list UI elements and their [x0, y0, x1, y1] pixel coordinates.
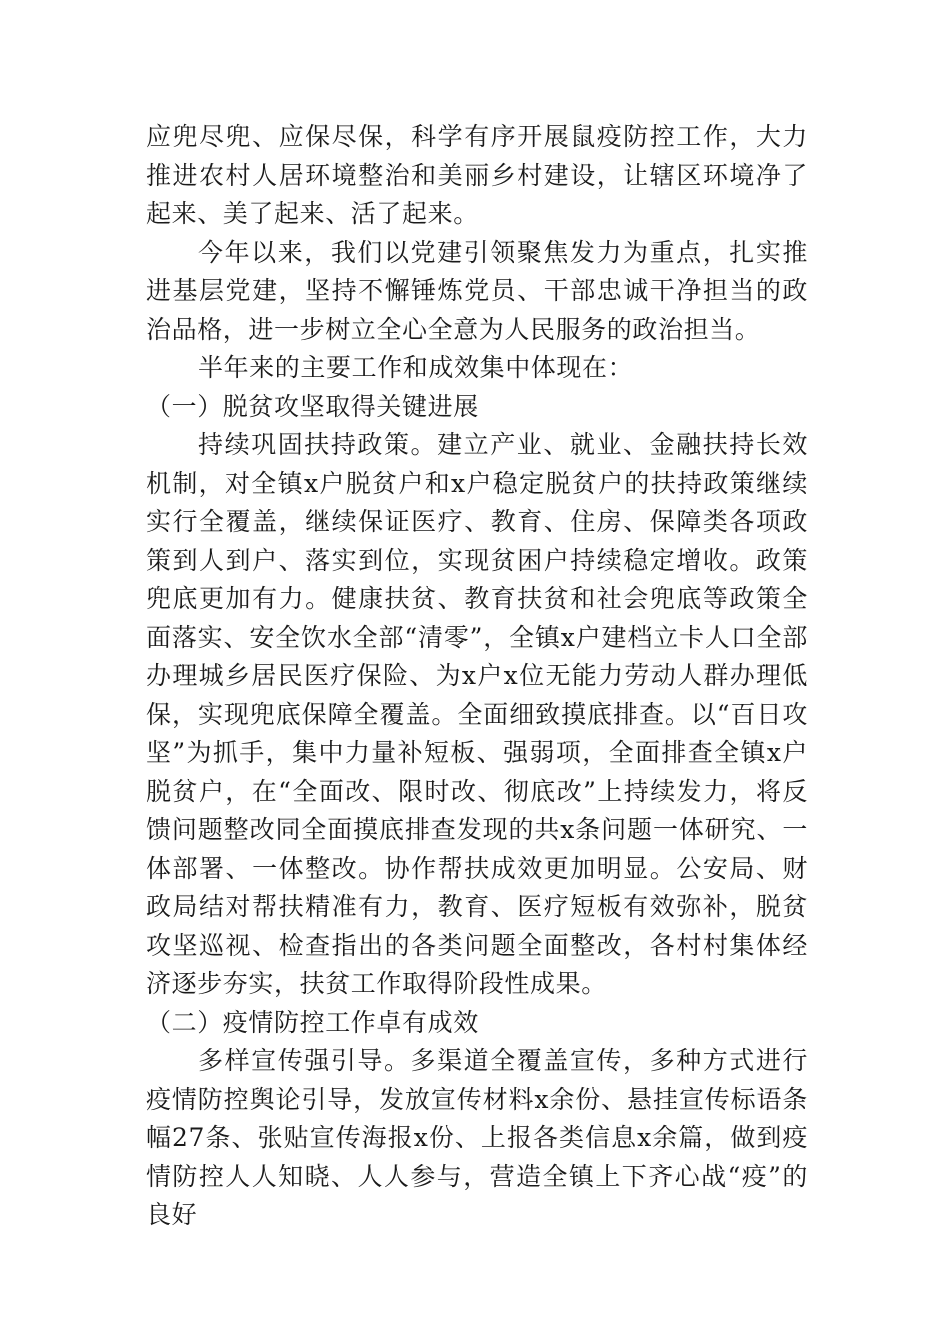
- paragraph-epidemic-publicity: 多样宣传强引导。多渠道全覆盖宣传，多种方式进行疫情防控舆论引导，发放宣传材料x余份、悬挂宣传标语条幅27条、张贴宣传海报x份、上报各类信息x余篇，做到疫情防控人人知晓、人人参与，营造全镇上下齐心战“疫”的良好: [146, 1046, 808, 1229]
- section-heading-poverty: （一）脱贫攻坚取得关键进展: [146, 391, 479, 421]
- paragraph-poverty-alleviation: 持续巩固扶持政策。建立产业、就业、金融扶持长效机制，对全镇x户脱贫户和x户稳定脱贫户的扶持政策继续实行全覆盖，继续保证医疗、教育、住房、保障类各项政策到人到户、落实到位，实现贫困户持续稳定增收。政策兜底更加有力。健康扶贫、教育扶贫和社会兜底等政策全面落实、安全饮水全部“清零”，全镇x户建档立卡人口全部办理城乡居民医疗保险、为x户x位无能力劳动人群办理低保，实现兜底保障全覆盖。全面细致摸底排查。以“百日攻坚”为抓手，集中力量补短板、强弱项，全面排查全镇x户脱贫户，在“全面改、限时改、彻底改”上持续发力，将反馈问题整改同全面摸底排查发现的共x条问题一体研究、一体部署、一体整改。协作帮扶成效更加明显。公安局、财政局结对帮扶精准有力，教育、医疗短板有效弥补，脱贫攻坚巡视、检查指出的各类问题全面整改，各村村集体经济逐步夯实，扶贫工作取得阶段性成果。: [146, 430, 808, 998]
- paragraph-party-building: 今年以来，我们以党建引领聚焦发力为重点，扎实推进基层党建，坚持不懈锤炼党员、干部忠诚干净担当的政治品格，进一步树立全心全意为人民服务的政治担当。: [146, 237, 808, 344]
- paragraph-continuation: 应兜尽兜、应保尽保，科学有序开展鼠疫防控工作，大力推进农村人居环境整治和美丽乡村建设，让辖区环境净了起来、美了起来、活了起来。: [146, 122, 808, 228]
- section-heading-epidemic: （二）疫情防控工作卓有成效: [146, 1007, 479, 1037]
- paragraph-summary-intro: 半年来的主要工作和成效集中体现在：: [198, 353, 634, 382]
- document-body: [146, 118, 808, 1235]
